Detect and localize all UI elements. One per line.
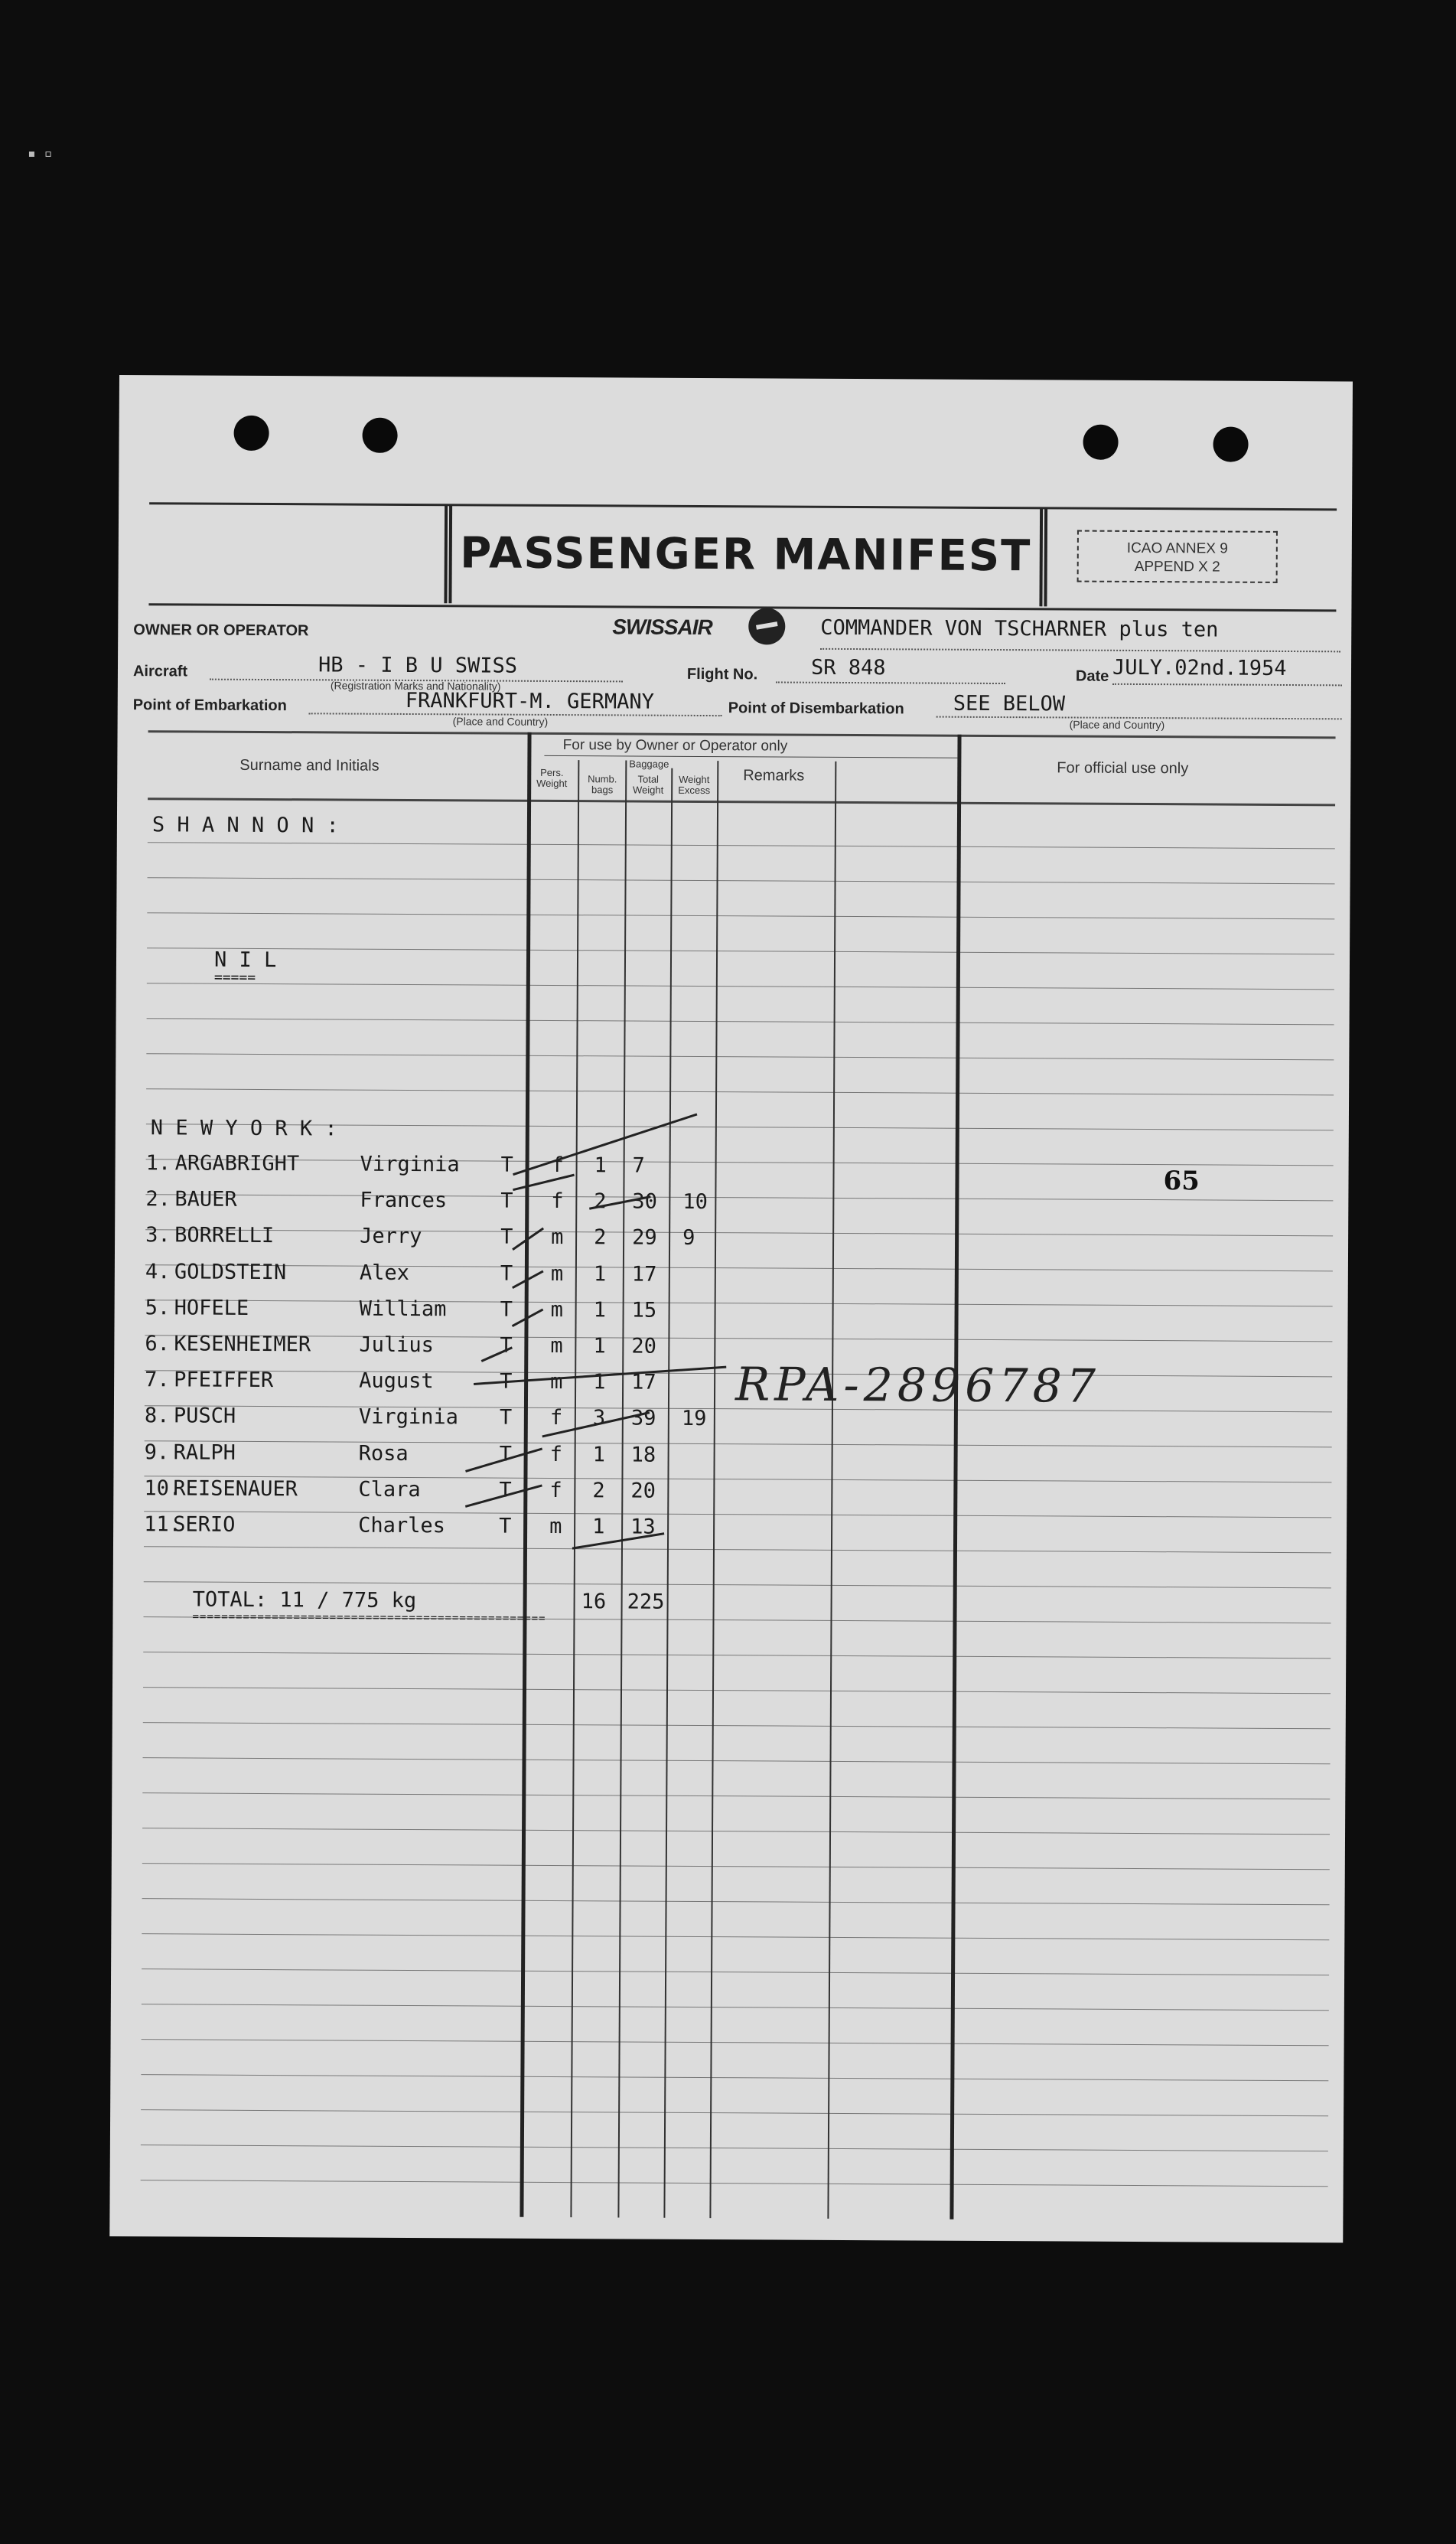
baggage-count: 2 xyxy=(594,1189,607,1214)
title-box xyxy=(448,505,1043,606)
weight-excess: 19 xyxy=(681,1407,707,1431)
column-divider xyxy=(827,762,836,2219)
section-nil-underline: ===== xyxy=(213,969,256,986)
weight-excess: 10 xyxy=(682,1190,708,1215)
passenger-sex: f xyxy=(549,1406,563,1430)
passenger-sex: f xyxy=(551,1153,564,1178)
header-bottom-rule xyxy=(148,797,1335,806)
commander-value: COMMANDER VON TSCHARNER plus ten xyxy=(820,615,1219,642)
embarkation-value: FRANKFURT-M. GERMANY xyxy=(405,688,654,714)
passenger-number: 3. xyxy=(145,1223,171,1248)
passenger-sex: m xyxy=(550,1297,563,1322)
ruled-line xyxy=(142,1792,1330,1799)
remarks-header: Remarks xyxy=(743,767,805,784)
manifest-page xyxy=(109,375,1353,2242)
pen-tick-marks xyxy=(109,375,1353,2242)
baggage-weight: 17 xyxy=(631,1262,657,1287)
ruled-line xyxy=(148,877,1335,884)
section-new-york: N E W Y O R K : xyxy=(150,1116,337,1141)
passenger-number: 4. xyxy=(145,1259,171,1283)
passenger-class: T xyxy=(500,1333,513,1358)
passenger-surname: HOFELE xyxy=(174,1296,249,1320)
date-value: JULY.02nd.1954 xyxy=(1112,655,1287,680)
passenger-number: 1. xyxy=(145,1151,171,1176)
baggage-weight: 17 xyxy=(631,1370,656,1394)
ruled-line xyxy=(145,1335,1332,1342)
passenger-surname: KESENHEIMER xyxy=(174,1332,311,1357)
ruled-line xyxy=(141,2074,1328,2081)
owner-label: OWNER OR OPERATOR xyxy=(133,621,309,640)
pers-weight-header: Pers. Weight xyxy=(536,766,568,790)
passenger-surname: SERIO xyxy=(173,1512,236,1537)
baggage-weight: 18 xyxy=(630,1443,656,1467)
passenger-class: T xyxy=(500,1297,513,1322)
baggage-count: 2 xyxy=(594,1225,607,1250)
ruled-line xyxy=(144,1546,1331,1553)
numb-bags-header: Numb. bags xyxy=(588,773,617,796)
passenger-class: T xyxy=(500,1225,513,1250)
passenger-class: T xyxy=(499,1406,513,1430)
passenger-surname: GOLDSTEIN xyxy=(174,1259,287,1284)
column-divider xyxy=(570,760,579,2217)
passenger-surname: PUSCH xyxy=(173,1404,236,1429)
passenger-class: T xyxy=(499,1442,512,1466)
baggage-weight: 20 xyxy=(630,1479,656,1503)
registration-caption: (Registration Marks and Nationality) xyxy=(330,679,501,693)
passenger-class: T xyxy=(499,1514,512,1538)
passenger-class: T xyxy=(499,1478,512,1502)
swissair-logo-text: SWISSAIR xyxy=(612,615,712,640)
baggage-count: 3 xyxy=(592,1406,606,1430)
baggage-count: 1 xyxy=(593,1261,607,1286)
disembarkation-value: SEE BELOW xyxy=(953,691,1066,716)
baggage-weight: 30 xyxy=(632,1189,657,1214)
passenger-surname: RALPH xyxy=(173,1440,236,1465)
disembarkation-label: Point of Disembarkation xyxy=(728,700,904,718)
passenger-first-name: Alex xyxy=(359,1261,409,1285)
passenger-first-name: Jerry xyxy=(360,1225,422,1249)
dotted-line xyxy=(776,681,1005,684)
dotted-line xyxy=(820,648,1340,653)
section-shannon: S H A N N O N : xyxy=(151,813,339,838)
ruled-line xyxy=(147,912,1334,919)
ruled-line xyxy=(141,2144,1328,2151)
passenger-surname: REISENAUER xyxy=(173,1476,298,1502)
ruled-line xyxy=(145,1300,1333,1306)
ruled-line xyxy=(144,1511,1331,1518)
row-rules xyxy=(119,375,1353,381)
baggage-count: 1 xyxy=(592,1515,605,1539)
ruled-line xyxy=(144,1476,1331,1482)
total-weight: 225 xyxy=(627,1590,665,1614)
ruled-line xyxy=(146,1159,1334,1166)
passenger-class: T xyxy=(500,1369,513,1394)
punch-hole xyxy=(362,418,397,453)
ruled-line xyxy=(145,1194,1333,1201)
baggage-weight: 39 xyxy=(630,1406,656,1431)
baggage-weight: 7 xyxy=(632,1153,645,1178)
baggage-weight: 15 xyxy=(631,1298,657,1323)
ruled-line xyxy=(146,1053,1334,1060)
passenger-number: 7. xyxy=(145,1368,170,1392)
ruled-line xyxy=(147,947,1334,954)
passenger-sex: m xyxy=(550,1333,563,1358)
passenger-sex: m xyxy=(550,1261,564,1286)
date-label: Date xyxy=(1075,667,1109,685)
column-divider xyxy=(709,761,718,2218)
flight-no-label: Flight No. xyxy=(686,665,758,683)
baggage-count: 1 xyxy=(593,1334,606,1358)
passenger-class: T xyxy=(500,1153,513,1177)
icao-line-2: APPEND X 2 xyxy=(1134,558,1220,576)
baggage-weight: 29 xyxy=(632,1225,657,1251)
passenger-first-name: August xyxy=(359,1368,434,1394)
ruled-line xyxy=(142,2039,1329,2046)
swissair-plane-icon xyxy=(748,608,785,644)
ruled-line xyxy=(142,1968,1329,1975)
ruled-line xyxy=(144,1581,1331,1588)
owner-use-header: For use by Owner or Operator only xyxy=(562,737,788,755)
ruled-line xyxy=(148,842,1335,849)
official-number: 65 xyxy=(1163,1166,1200,1197)
flight-no-value: SR 848 xyxy=(810,655,886,680)
baggage-weight: 13 xyxy=(630,1515,656,1539)
passenger-surname: ARGABRIGHT xyxy=(174,1151,300,1176)
passenger-number: 6. xyxy=(145,1332,170,1356)
passenger-sex: m xyxy=(549,1514,562,1539)
passenger-class: T xyxy=(500,1189,513,1213)
ruled-line xyxy=(142,2004,1329,2011)
passenger-sex: f xyxy=(549,1478,562,1502)
section-nil: N I L xyxy=(213,947,277,973)
passenger-number: 2. xyxy=(145,1187,171,1212)
passenger-first-name: Charles xyxy=(358,1513,446,1538)
column-divider xyxy=(520,732,531,2217)
ruled-line xyxy=(143,1652,1331,1658)
baggage-header: Baggage xyxy=(629,758,669,770)
punch-hole xyxy=(233,416,269,451)
tick-mark xyxy=(513,1175,574,1190)
ruled-line xyxy=(143,1687,1331,1694)
passenger-number: 8. xyxy=(144,1404,170,1428)
official-use-header: For official use only xyxy=(1057,759,1189,778)
passenger-first-name: Virginia xyxy=(360,1152,460,1177)
baggage-count: 2 xyxy=(592,1479,605,1503)
punch-hole xyxy=(1083,425,1118,460)
ruled-line xyxy=(145,1229,1333,1236)
icao-line-1: ICAO ANNEX 9 xyxy=(1126,540,1228,557)
page-title: PASSENGER MANIFEST xyxy=(460,528,1032,582)
passenger-first-name: William xyxy=(359,1296,447,1322)
column-divider xyxy=(949,735,961,2219)
passenger-surname: BAUER xyxy=(174,1187,237,1212)
column-divider xyxy=(617,760,627,2217)
punch-hole xyxy=(1213,426,1248,462)
baggage-count: 1 xyxy=(592,1442,605,1466)
weight-excess: 9 xyxy=(682,1226,695,1251)
embarkation-label: Point of Embarkation xyxy=(132,696,287,715)
ruled-line xyxy=(142,1828,1330,1835)
ruled-line xyxy=(145,1440,1332,1447)
baggage-count: 1 xyxy=(593,1370,606,1394)
total-bags: 16 xyxy=(581,1590,607,1614)
ruled-line xyxy=(147,1018,1334,1025)
icao-annex-box xyxy=(1077,530,1278,583)
place-caption: (Place and Country) xyxy=(452,715,549,728)
passenger-first-name: Frances xyxy=(360,1188,448,1213)
place-caption-2: (Place and Country) xyxy=(1069,718,1165,732)
film-edge-marks: ▪ ▫ xyxy=(28,145,53,161)
passenger-first-name: Virginia xyxy=(358,1405,459,1430)
ruled-line xyxy=(142,1933,1329,1940)
passenger-number: 11. xyxy=(144,1512,181,1537)
baggage-count: 1 xyxy=(594,1153,607,1178)
passenger-sex: m xyxy=(550,1370,563,1394)
passenger-first-name: Clara xyxy=(358,1477,421,1502)
ruled-line xyxy=(142,1898,1330,1905)
ruled-line xyxy=(147,983,1334,990)
baggage-count: 1 xyxy=(593,1298,606,1323)
passenger-number: 9. xyxy=(144,1440,170,1464)
aircraft-label: Aircraft xyxy=(132,663,188,680)
passenger-sex: f xyxy=(551,1189,564,1214)
passenger-class: T xyxy=(500,1261,513,1286)
ruled-line xyxy=(145,1264,1333,1271)
ruled-line xyxy=(143,1757,1331,1764)
ruled-line xyxy=(141,2109,1328,2116)
surname-header: Surname and Initials xyxy=(239,756,379,775)
dotted-line xyxy=(1112,683,1342,687)
ruled-line xyxy=(142,1863,1330,1870)
owner-use-rule xyxy=(544,755,957,758)
passenger-sex: m xyxy=(551,1225,564,1250)
passenger-sex: f xyxy=(549,1442,562,1466)
passenger-number: 10. xyxy=(144,1476,182,1501)
passenger-number: 5. xyxy=(145,1295,171,1320)
total-weight-header: Total Weight xyxy=(633,773,664,796)
passenger-first-name: Rosa xyxy=(358,1441,409,1466)
ruled-line xyxy=(141,2180,1328,2187)
total-label: TOTAL: 11 / 775 kg xyxy=(192,1587,417,1613)
ruled-line xyxy=(146,1088,1334,1095)
ruled-line xyxy=(143,1722,1331,1729)
passenger-surname: BORRELLI xyxy=(174,1223,275,1248)
handwritten-note: RPA-2896787 xyxy=(735,1358,1101,1414)
total-double-rule: ================================================= xyxy=(192,1610,546,1625)
weight-excess-header: Weight Excess xyxy=(678,773,711,797)
passenger-first-name: Julius xyxy=(359,1332,434,1358)
passenger-surname: PFEIFFER xyxy=(174,1368,274,1393)
baggage-weight: 20 xyxy=(631,1334,656,1358)
aircraft-registration-value: HB - I B U SWISS xyxy=(318,653,518,678)
